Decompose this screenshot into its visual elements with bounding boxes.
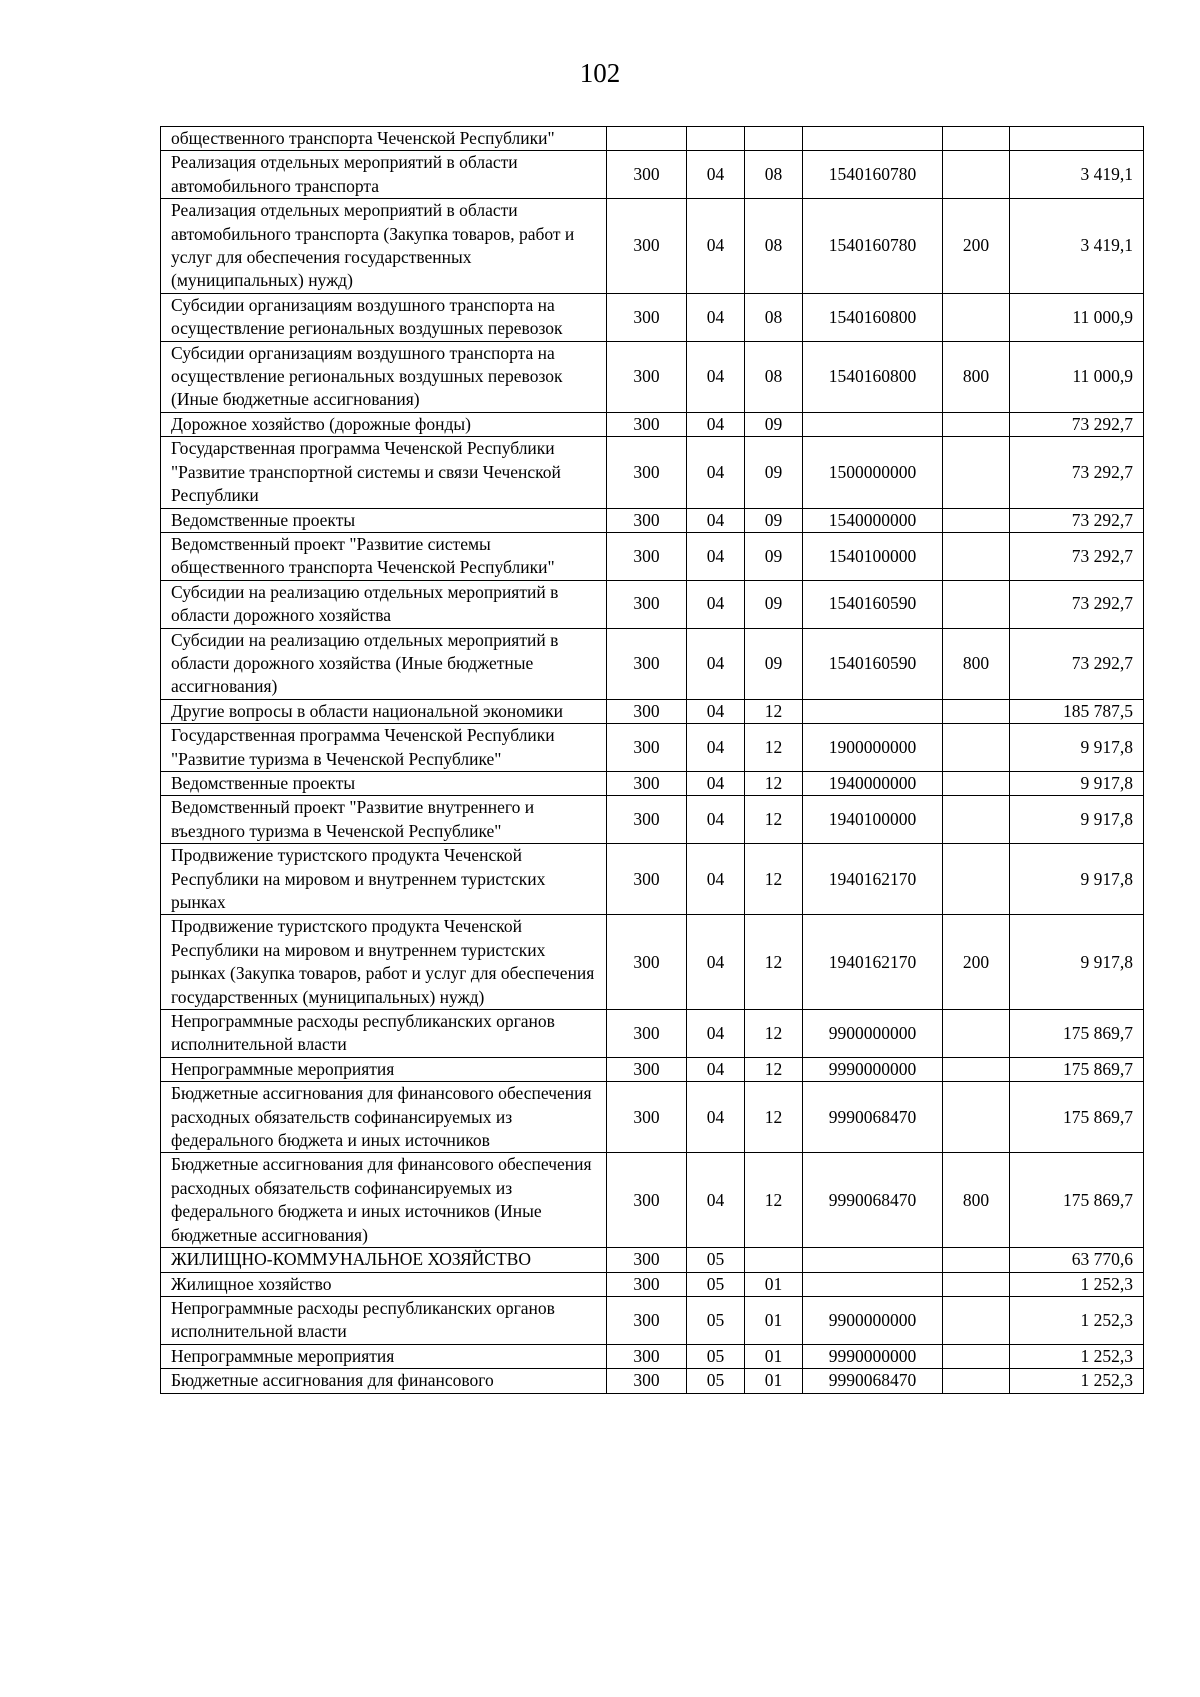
row-vr: [943, 1296, 1010, 1344]
row-sum: 9 917,8: [1010, 771, 1144, 795]
row-rz: 04: [687, 412, 745, 436]
table-row: [161, 293, 1144, 341]
row-pr: 12: [745, 1057, 803, 1081]
row-gr: 300: [607, 1057, 687, 1081]
row-vr: [943, 1344, 1010, 1368]
row-name: Непрограммные мероприятия: [161, 1344, 607, 1368]
row-vr: [943, 1248, 1010, 1272]
row-rz: 04: [687, 508, 745, 532]
row-gr: 300: [607, 1272, 687, 1296]
row-gr: 300: [607, 151, 687, 199]
row-rz: 04: [687, 1057, 745, 1081]
row-vr: [943, 1369, 1010, 1393]
row-csr: 9990000000: [803, 1057, 943, 1081]
row-gr: 300: [607, 1153, 687, 1248]
row-gr: 300: [607, 699, 687, 723]
row-name: Государственная программа Чеченской Республики "Развитие транспортной системы и связи Чеченской Республики: [161, 437, 607, 508]
table-row: [161, 127, 1144, 151]
row-name: Бюджетные ассигнования для финансового обеспечения расходных обязательств софинансируемых из федерального бюджета и иных источников: [161, 1082, 607, 1153]
row-rz: 04: [687, 628, 745, 699]
table-row: [161, 341, 1144, 412]
row-pr: 09: [745, 580, 803, 628]
row-pr: 09: [745, 412, 803, 436]
row-csr: 1540100000: [803, 532, 943, 580]
row-csr: [803, 127, 943, 151]
row-rz: 04: [687, 844, 745, 915]
row-gr: 300: [607, 437, 687, 508]
row-gr: 300: [607, 628, 687, 699]
row-sum: 63 770,6: [1010, 1248, 1144, 1272]
row-sum: 73 292,7: [1010, 628, 1144, 699]
row-csr: 1940100000: [803, 796, 943, 844]
row-vr: [943, 412, 1010, 436]
row-sum: 185 787,5: [1010, 699, 1144, 723]
row-pr: 08: [745, 151, 803, 199]
row-pr: 01: [745, 1369, 803, 1393]
table-row: [161, 844, 1144, 915]
row-name: Другие вопросы в области национальной экономики: [161, 699, 607, 723]
row-csr: 1940162170: [803, 915, 943, 1010]
row-sum: [1010, 127, 1144, 151]
row-vr: 200: [943, 915, 1010, 1010]
row-pr: 12: [745, 1010, 803, 1058]
row-sum: 11 000,9: [1010, 293, 1144, 341]
row-pr: [745, 1248, 803, 1272]
row-sum: 73 292,7: [1010, 580, 1144, 628]
table-row: [161, 1296, 1144, 1344]
table-row: [161, 699, 1144, 723]
row-vr: [943, 724, 1010, 772]
row-name: Субсидии на реализацию отдельных мероприятий в области дорожного хозяйства: [161, 580, 607, 628]
row-vr: [943, 151, 1010, 199]
row-rz: 05: [687, 1296, 745, 1344]
row-pr: 01: [745, 1344, 803, 1368]
row-gr: 300: [607, 1344, 687, 1368]
row-rz: 04: [687, 796, 745, 844]
row-pr: [745, 127, 803, 151]
row-name: Субсидии организациям воздушного транспорта на осуществление региональных воздушных перевозок (Иные бюджетные ассигнования): [161, 341, 607, 412]
row-vr: [943, 437, 1010, 508]
row-rz: 04: [687, 724, 745, 772]
table-row: [161, 1248, 1144, 1272]
row-pr: 09: [745, 437, 803, 508]
row-rz: 04: [687, 341, 745, 412]
row-csr: 9900000000: [803, 1296, 943, 1344]
row-rz: [687, 127, 745, 151]
row-pr: 12: [745, 724, 803, 772]
row-rz: 04: [687, 1082, 745, 1153]
row-sum: 175 869,7: [1010, 1057, 1144, 1081]
table-row: [161, 1153, 1144, 1248]
row-gr: 300: [607, 1296, 687, 1344]
row-pr: 08: [745, 341, 803, 412]
row-gr: 300: [607, 796, 687, 844]
row-gr: 300: [607, 293, 687, 341]
row-sum: 175 869,7: [1010, 1082, 1144, 1153]
row-vr: [943, 844, 1010, 915]
row-name: Государственная программа Чеченской Республики "Развитие туризма в Чеченской Республике": [161, 724, 607, 772]
row-sum: 175 869,7: [1010, 1010, 1144, 1058]
row-name: Ведомственные проекты: [161, 508, 607, 532]
row-csr: 9990068470: [803, 1369, 943, 1393]
table-row: [161, 1057, 1144, 1081]
row-name: Непрограммные расходы республиканских органов исполнительной власти: [161, 1296, 607, 1344]
row-csr: 1540000000: [803, 508, 943, 532]
table-row: [161, 1344, 1144, 1368]
row-vr: [943, 580, 1010, 628]
row-vr: [943, 1057, 1010, 1081]
row-rz: 04: [687, 199, 745, 294]
row-pr: 12: [745, 1082, 803, 1153]
table-row: [161, 915, 1144, 1010]
row-vr: [943, 796, 1010, 844]
row-gr: 300: [607, 412, 687, 436]
row-sum: 1 252,3: [1010, 1344, 1144, 1368]
row-rz: 04: [687, 1153, 745, 1248]
row-name: Субсидии на реализацию отдельных мероприятий в области дорожного хозяйства (Иные бюджетные ассигнования): [161, 628, 607, 699]
row-csr: 1540160800: [803, 293, 943, 341]
row-name: Продвижение туристского продукта Чеченской Республики на мировом и внутреннем туристских рынках: [161, 844, 607, 915]
row-vr: [943, 1272, 1010, 1296]
row-vr: 800: [943, 341, 1010, 412]
row-csr: [803, 1272, 943, 1296]
row-csr: 9900000000: [803, 1010, 943, 1058]
row-rz: 05: [687, 1272, 745, 1296]
row-vr: 200: [943, 199, 1010, 294]
row-csr: 1540160780: [803, 199, 943, 294]
row-sum: 73 292,7: [1010, 532, 1144, 580]
row-vr: 800: [943, 628, 1010, 699]
table-row: [161, 508, 1144, 532]
row-rz: 04: [687, 771, 745, 795]
budget-table: [160, 126, 1144, 1394]
row-pr: 01: [745, 1296, 803, 1344]
row-name: Продвижение туристского продукта Чеченской Республики на мировом и внутреннем туристских рынках (Закупка товаров, работ и услуг для обеспечения государственных (муниципальных) нужд): [161, 915, 607, 1010]
row-vr: [943, 771, 1010, 795]
row-pr: 12: [745, 699, 803, 723]
row-rz: 04: [687, 151, 745, 199]
row-rz: 04: [687, 437, 745, 508]
row-gr: 300: [607, 771, 687, 795]
row-rz: 05: [687, 1369, 745, 1393]
table-row: [161, 151, 1144, 199]
row-vr: [943, 1010, 1010, 1058]
table-row: [161, 771, 1144, 795]
table-row: [161, 199, 1144, 294]
page-number: 102: [579, 58, 621, 88]
row-sum: 9 917,8: [1010, 796, 1144, 844]
row-gr: 300: [607, 724, 687, 772]
row-sum: 11 000,9: [1010, 341, 1144, 412]
row-name: Бюджетные ассигнования для финансового обеспечения расходных обязательств софинансируемых из федерального бюджета и иных источников (Иные бюджетные ассигнования): [161, 1153, 607, 1248]
row-sum: 3 419,1: [1010, 199, 1144, 294]
row-vr: [943, 699, 1010, 723]
table-row: [161, 1272, 1144, 1296]
row-name: общественного транспорта Чеченской Республики": [161, 127, 607, 151]
row-pr: 09: [745, 628, 803, 699]
row-pr: 09: [745, 532, 803, 580]
row-gr: 300: [607, 1248, 687, 1272]
row-csr: 1500000000: [803, 437, 943, 508]
row-gr: 300: [607, 508, 687, 532]
row-sum: 1 252,3: [1010, 1369, 1144, 1393]
row-csr: 1540160800: [803, 341, 943, 412]
row-csr: 1540160590: [803, 628, 943, 699]
row-pr: 08: [745, 199, 803, 294]
row-gr: 300: [607, 341, 687, 412]
row-csr: 1940000000: [803, 771, 943, 795]
row-gr: 300: [607, 1369, 687, 1393]
row-gr: 300: [607, 199, 687, 294]
row-csr: 9990068470: [803, 1082, 943, 1153]
row-gr: 300: [607, 1010, 687, 1058]
row-vr: [943, 1082, 1010, 1153]
row-csr: [803, 1248, 943, 1272]
row-name: ЖИЛИЩНО-КОММУНАЛЬНОЕ ХОЗЯЙСТВО: [161, 1248, 607, 1272]
row-rz: 05: [687, 1344, 745, 1368]
row-vr: [943, 532, 1010, 580]
row-sum: 73 292,7: [1010, 437, 1144, 508]
row-gr: 300: [607, 915, 687, 1010]
row-name: Субсидии организациям воздушного транспорта на осуществление региональных воздушных перевозок: [161, 293, 607, 341]
row-csr: [803, 699, 943, 723]
row-name: Ведомственный проект "Развитие внутреннего и въездного туризма в Чеченской Республике": [161, 796, 607, 844]
table-row: [161, 796, 1144, 844]
row-gr: 300: [607, 532, 687, 580]
table-row: [161, 437, 1144, 508]
row-name: Дорожное хозяйство (дорожные фонды): [161, 412, 607, 436]
row-csr: 1940162170: [803, 844, 943, 915]
row-pr: 09: [745, 508, 803, 532]
row-sum: 73 292,7: [1010, 508, 1144, 532]
row-rz: 04: [687, 293, 745, 341]
row-sum: 1 252,3: [1010, 1296, 1144, 1344]
table-row: [161, 1082, 1144, 1153]
table-row: [161, 412, 1144, 436]
row-vr: [943, 127, 1010, 151]
row-sum: 73 292,7: [1010, 412, 1144, 436]
table-row: [161, 532, 1144, 580]
row-name: Реализация отдельных мероприятий в области автомобильного транспорта: [161, 151, 607, 199]
row-gr: 300: [607, 580, 687, 628]
row-vr: 800: [943, 1153, 1010, 1248]
row-name: Жилищное хозяйство: [161, 1272, 607, 1296]
row-sum: 3 419,1: [1010, 151, 1144, 199]
row-sum: 9 917,8: [1010, 724, 1144, 772]
table-row: [161, 580, 1144, 628]
row-name: Непрограммные мероприятия: [161, 1057, 607, 1081]
row-pr: 12: [745, 844, 803, 915]
row-csr: 1540160590: [803, 580, 943, 628]
row-csr: [803, 412, 943, 436]
row-gr: [607, 127, 687, 151]
row-rz: 04: [687, 532, 745, 580]
row-sum: 9 917,8: [1010, 844, 1144, 915]
row-name: Бюджетные ассигнования для финансового: [161, 1369, 607, 1393]
budget-table-body: [161, 127, 1144, 1394]
row-name: Непрограммные расходы республиканских органов исполнительной власти: [161, 1010, 607, 1058]
row-csr: 9990068470: [803, 1153, 943, 1248]
row-name: Реализация отдельных мероприятий в области автомобильного транспорта (Закупка товаров, работ и услуг для обеспечения государственных (муниципальных) нужд): [161, 199, 607, 294]
row-csr: 9990000000: [803, 1344, 943, 1368]
row-rz: 04: [687, 915, 745, 1010]
table-row: [161, 1369, 1144, 1393]
table-row: [161, 628, 1144, 699]
row-rz: 04: [687, 699, 745, 723]
row-gr: 300: [607, 1082, 687, 1153]
table-row: [161, 1010, 1144, 1058]
row-name: Ведомственные проекты: [161, 771, 607, 795]
row-vr: [943, 293, 1010, 341]
table-row: [161, 724, 1144, 772]
row-csr: 1900000000: [803, 724, 943, 772]
row-sum: 175 869,7: [1010, 1153, 1144, 1248]
row-pr: 12: [745, 1153, 803, 1248]
row-pr: 08: [745, 293, 803, 341]
row-sum: 1 252,3: [1010, 1272, 1144, 1296]
row-csr: 1540160780: [803, 151, 943, 199]
row-name: Ведомственный проект "Развитие системы общественного транспорта Чеченской Республики": [161, 532, 607, 580]
row-pr: 12: [745, 771, 803, 795]
row-sum: 9 917,8: [1010, 915, 1144, 1010]
row-rz: 04: [687, 580, 745, 628]
row-rz: 05: [687, 1248, 745, 1272]
row-pr: 12: [745, 915, 803, 1010]
row-vr: [943, 508, 1010, 532]
row-pr: 01: [745, 1272, 803, 1296]
row-rz: 04: [687, 1010, 745, 1058]
row-gr: 300: [607, 844, 687, 915]
row-pr: 12: [745, 796, 803, 844]
